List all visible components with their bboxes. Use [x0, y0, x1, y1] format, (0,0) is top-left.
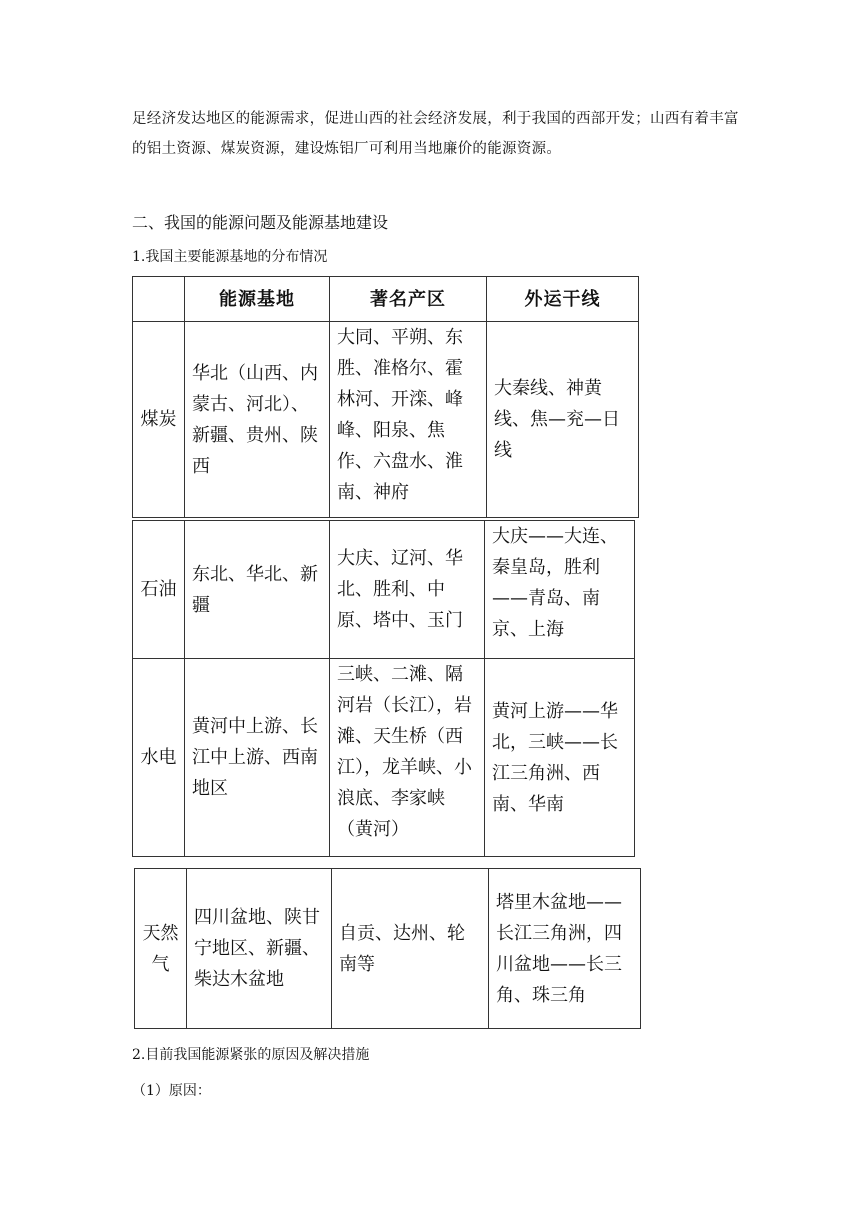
row-type: 水电: [133, 659, 185, 857]
header-routes: 外运干线: [487, 277, 639, 322]
table-row: [133, 659, 635, 857]
row-routes: 塔里木盆地——长江三角洲，四川盆地——长三角、珠三角: [489, 869, 641, 1029]
header-base: 能源基地: [185, 277, 330, 322]
row-areas: 自贡、达州、轮南等: [332, 869, 489, 1029]
table-row: [133, 521, 635, 659]
row-areas: 三峡、二滩、隔河岩（长江），岩滩、天生桥（西江），龙羊峡、小浪底、李家峡（黄河）: [330, 659, 485, 857]
row-base: 华北（山西、内蒙古、河北）、新疆、贵州、陕西: [185, 322, 330, 518]
header-areas: 著名产区: [330, 277, 487, 322]
row-base: 东北、华北、新疆: [185, 521, 330, 659]
subsection-title-2: 2.目前我国能源紧张的原因及解决措施: [132, 1047, 370, 1063]
row-base: 四川盆地、陕甘宁地区、新疆、柴达木盆地: [187, 869, 332, 1029]
row-type: 石油: [133, 521, 185, 659]
subsection-title-1: 1.我国主要能源基地的分布情况: [132, 249, 328, 265]
row-type: 天然气: [135, 869, 187, 1029]
table-header-row: [133, 277, 639, 322]
energy-table-part-2: [132, 520, 635, 857]
row-areas: 大庆、辽河、华北、胜利、中原、塔中、玉门: [330, 521, 485, 659]
table-row: [133, 322, 639, 518]
row-routes: 大秦线、神黄线、焦—兖—日线: [487, 322, 639, 518]
row-routes: 大庆——大连、秦皇岛，胜利——青岛、南京、上海: [485, 521, 635, 659]
header-empty: [133, 277, 185, 322]
table-row: [135, 869, 641, 1029]
row-base: 黄河中上游、长江中上游、西南地区: [185, 659, 330, 857]
row-routes: 黄河上游——华北，三峡——长江三角洲、西南、华南: [485, 659, 635, 857]
intro-paragraph: 足经济发达地区的能源需求，促进山西的社会经济发展，利于我国的西部开发；山西有着丰富的铝土资源、煤炭资源，建设炼铝厂可利用当地廉价的能源资源。: [132, 111, 739, 157]
energy-table-part-3: [134, 868, 641, 1029]
list-item-reasons: （1）原因：: [132, 1083, 211, 1099]
row-areas: 大同、平朔、东胜、准格尔、霍林河、开滦、峰峰、阳泉、焦作、六盘水、淮南、神府: [330, 322, 487, 518]
energy-table-part-1: [132, 276, 639, 518]
section-title: 二、我国的能源问题及能源基地建设: [132, 213, 389, 232]
row-type: 煤炭: [133, 322, 185, 518]
